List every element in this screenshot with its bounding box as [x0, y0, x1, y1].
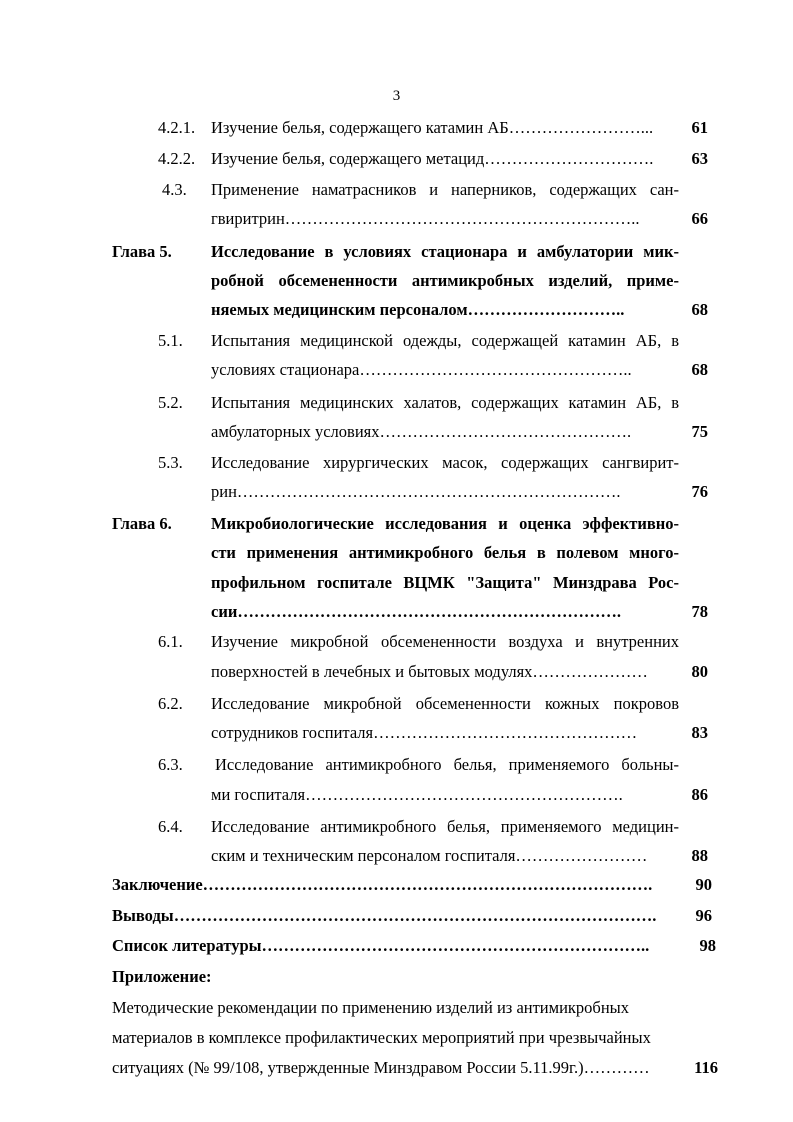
- conclusion-page: 90: [695, 875, 712, 894]
- chapter-title: робной обсемененности антимикробных изделий, приме-: [211, 271, 679, 290]
- references-page: 98: [699, 936, 716, 955]
- appendix-text: ситуациях (№ 99/108, утвержденные Минздравом России 5.11.99г.)…………: [112, 1058, 650, 1077]
- conclusion-label: Заключение……………………………………………………………………….: [112, 875, 653, 894]
- entry-text: Исследование антимикробного белья, применяемого медицин-: [211, 817, 679, 836]
- entry-text: Исследование микробной обсемененности кожных покровов: [211, 694, 679, 713]
- references-label: Список литературы……………………………………………………………..: [112, 936, 650, 955]
- entry-text: Изучение белья, содержащего катамин АБ……………………...: [211, 118, 654, 137]
- entry-text: Изучение белья, содержащего метацид………………………….: [211, 149, 654, 168]
- entry-page: 83: [691, 723, 708, 742]
- entry-page: 80: [691, 662, 708, 681]
- chapter-page: 78: [691, 602, 708, 621]
- chapter-number: Глава 6.: [112, 514, 172, 533]
- findings-label: Выводы…………………………………………………………………………….: [112, 906, 657, 925]
- entry-text: Исследование антимикробного белья, применяемого больны-: [215, 755, 679, 774]
- entry-text: ским и техническим персоналом госпиталя……………………: [211, 846, 648, 865]
- entry-text: рин…………………………………………………………….: [211, 482, 621, 501]
- appendix-text: Методические рекомендации по применению изделий из антимикробных: [112, 998, 629, 1017]
- findings-entry: [112, 905, 656, 927]
- page-number: 3: [392, 88, 401, 104]
- entry-page: 63: [691, 149, 708, 168]
- entry-page: 86: [691, 785, 708, 804]
- chapter-title: Микробиологические исследования и оценка эффективно-: [211, 514, 679, 533]
- findings-page: 96: [695, 906, 712, 925]
- entry-page: 66: [691, 209, 708, 228]
- entry-page: 88: [691, 846, 708, 865]
- entry-number: 4.2.2.: [158, 149, 196, 168]
- entry-number: 6.1.: [158, 632, 183, 651]
- entry-text: Применение наматрасников и наперников, содержащих сан-: [211, 180, 679, 199]
- entry-text: поверхностей в лечебных и бытовых модулях…………………: [211, 662, 648, 681]
- entry-number: 5.2.: [158, 393, 183, 412]
- entry-number: 6.3.: [158, 755, 183, 774]
- entry-text: условиях стационара…………………………………………..: [211, 360, 632, 379]
- entry-text: амбулаторных условиях……………………………………….: [211, 422, 632, 441]
- entry-text: сотрудников госпиталя…………………………………………: [211, 723, 638, 742]
- entry-number: 5.3.: [158, 453, 183, 472]
- appendix-title: Приложение:: [112, 967, 212, 986]
- chapter-title: профильном госпитале ВЦМК "Защита" Минздрава Рос-: [211, 573, 679, 592]
- entry-number: 6.2.: [158, 694, 183, 713]
- appendix-page: 116: [694, 1058, 718, 1077]
- entry-text: Испытания медицинских халатов, содержащих катамин АБ, в: [211, 393, 679, 412]
- entry-text: Испытания медицинской одежды, содержащей катамин АБ, в: [211, 331, 679, 350]
- entry-text: Исследование хирургических масок, содержащих сангвирит-: [211, 453, 679, 472]
- entry-page: 61: [691, 118, 708, 137]
- entry-text: ми госпиталя………………………………………………….: [211, 785, 623, 804]
- entry-number: 5.1.: [158, 331, 183, 350]
- entry-number: 6.4.: [158, 817, 183, 836]
- references-entry: [112, 935, 649, 957]
- entry-page: 76: [691, 482, 708, 501]
- entry-text: Изучение микробной обсемененности воздуха и внутренних: [211, 632, 679, 651]
- chapter-title: сии…………………………………………………………….: [211, 602, 621, 621]
- conclusion-entry: [112, 874, 652, 896]
- appendix-text: материалов в комплексе профилактических мероприятий при чрезвычайных: [112, 1028, 651, 1047]
- chapter-page: 68: [691, 300, 708, 319]
- entry-number: 4.3.: [162, 180, 187, 199]
- chapter-number: Глава 5.: [112, 242, 172, 261]
- entry-number: 4.2.1.: [158, 118, 196, 137]
- chapter-title: Исследование в условиях стационара и амбулатории мик-: [211, 242, 679, 261]
- entry-page: 68: [691, 360, 708, 379]
- entry-text: гвиритрин………………………………………………………..: [211, 209, 640, 228]
- entry-page: 75: [691, 422, 708, 441]
- chapter-title: няемых медицинским персоналом………………………..: [211, 300, 625, 319]
- chapter-title: сти применения антимикробного белья в полевом много-: [211, 543, 679, 562]
